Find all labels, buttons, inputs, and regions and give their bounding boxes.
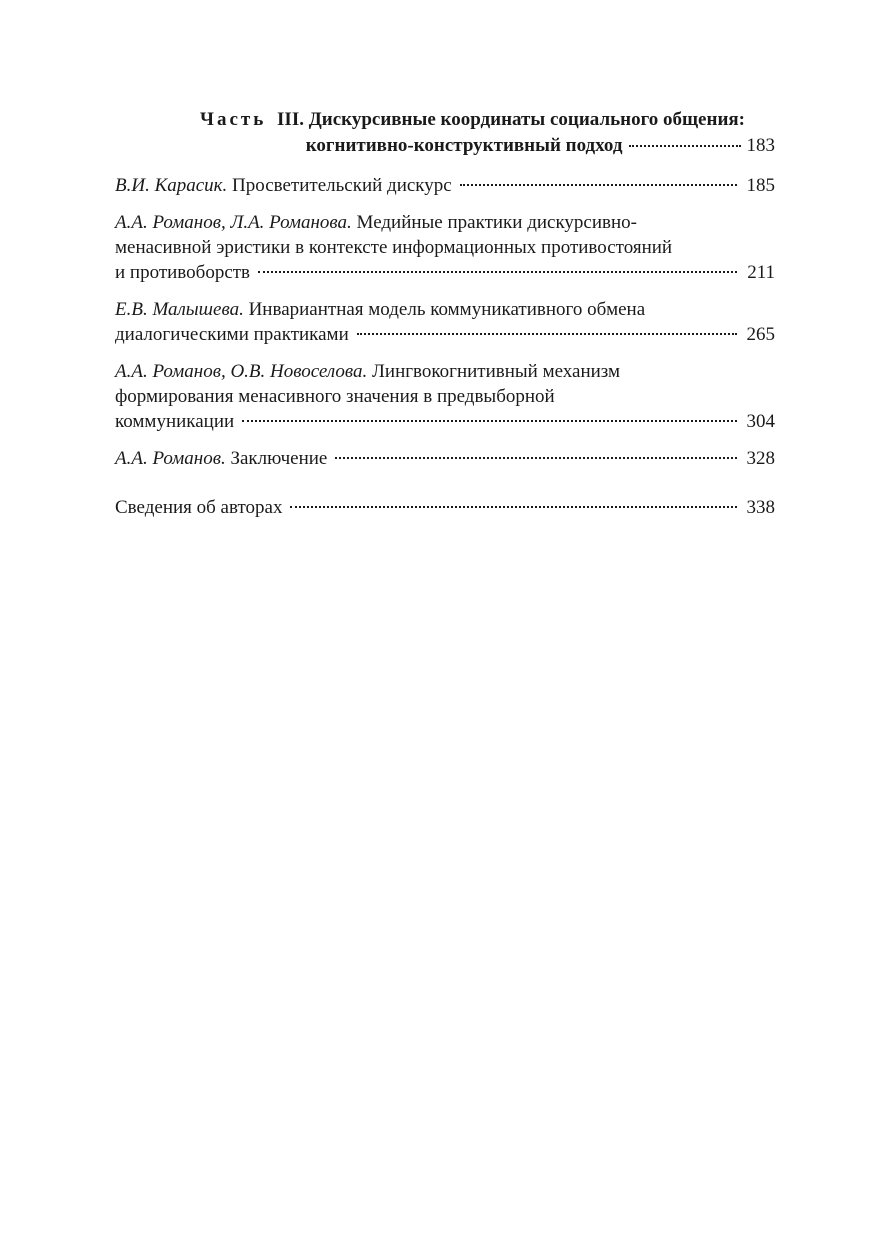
entry-author: А.А. Романов, О.В. Новоселова. [115, 361, 368, 382]
entry-title-line: формирования менасивного значения в предвыборной [115, 386, 555, 407]
leader-dots [242, 420, 736, 422]
part-numeral: III. [277, 109, 304, 130]
part-page-number: 183 [746, 135, 775, 156]
leader-dots [290, 506, 736, 508]
entry-title: Заключение [230, 448, 328, 469]
entry-title-line: и противоборств [115, 262, 251, 283]
entry-author: А.А. Романов, Л.А. Романова. [115, 212, 352, 233]
entry-author: В.И. Карасик. [115, 175, 228, 196]
entry-title: Просветительский дискурс [232, 175, 452, 196]
entry-title-line: менасивной эристики в контексте информационных противостояний [115, 237, 673, 258]
leader-dots [335, 457, 736, 459]
entry-title-line: диалогическими практиками [115, 324, 349, 345]
part-title-line1: Дискурсивные координаты социального общения: [308, 109, 745, 130]
leader-dots [258, 271, 737, 273]
entry-title: Сведения об авторах [115, 497, 283, 518]
entry-title-line: Медийные практики дискурсивно- [356, 212, 637, 233]
toc-entry[interactable] [115, 297, 775, 347]
entry-page-number: 338 [746, 497, 775, 518]
entry-author: А.А. Романов. [115, 448, 226, 469]
entry-page-number: 211 [747, 262, 775, 283]
entry-page-number: 328 [746, 448, 775, 469]
leader-dots [357, 333, 737, 335]
entry-title-line: Лингвокогнитивный механизм [372, 361, 621, 382]
entry-title-line: Инвариантная модель коммуникативного обмена [248, 299, 646, 320]
part-heading-line2 [115, 133, 775, 159]
part-heading [115, 107, 775, 159]
entry-page-number: 185 [746, 175, 775, 196]
toc-entry[interactable] [115, 446, 775, 471]
entry-page-number: 304 [746, 411, 775, 432]
leader-dots [460, 184, 737, 186]
part-title-line2: когнитивно-конструктивный подход [305, 135, 623, 156]
entry-page-number: 265 [746, 324, 775, 345]
toc-entry[interactable] [115, 359, 775, 434]
toc-entry[interactable] [115, 210, 775, 285]
part-leader-dots [629, 145, 741, 147]
entry-title-line: коммуникации [115, 411, 235, 432]
part-heading-line1 [115, 107, 775, 133]
table-of-contents [115, 107, 775, 532]
toc-entry-authors-info[interactable] [115, 495, 775, 520]
part-label: Часть [200, 109, 267, 130]
entry-author: Е.В. Малышева. [115, 299, 244, 320]
toc-entry[interactable] [115, 173, 775, 198]
